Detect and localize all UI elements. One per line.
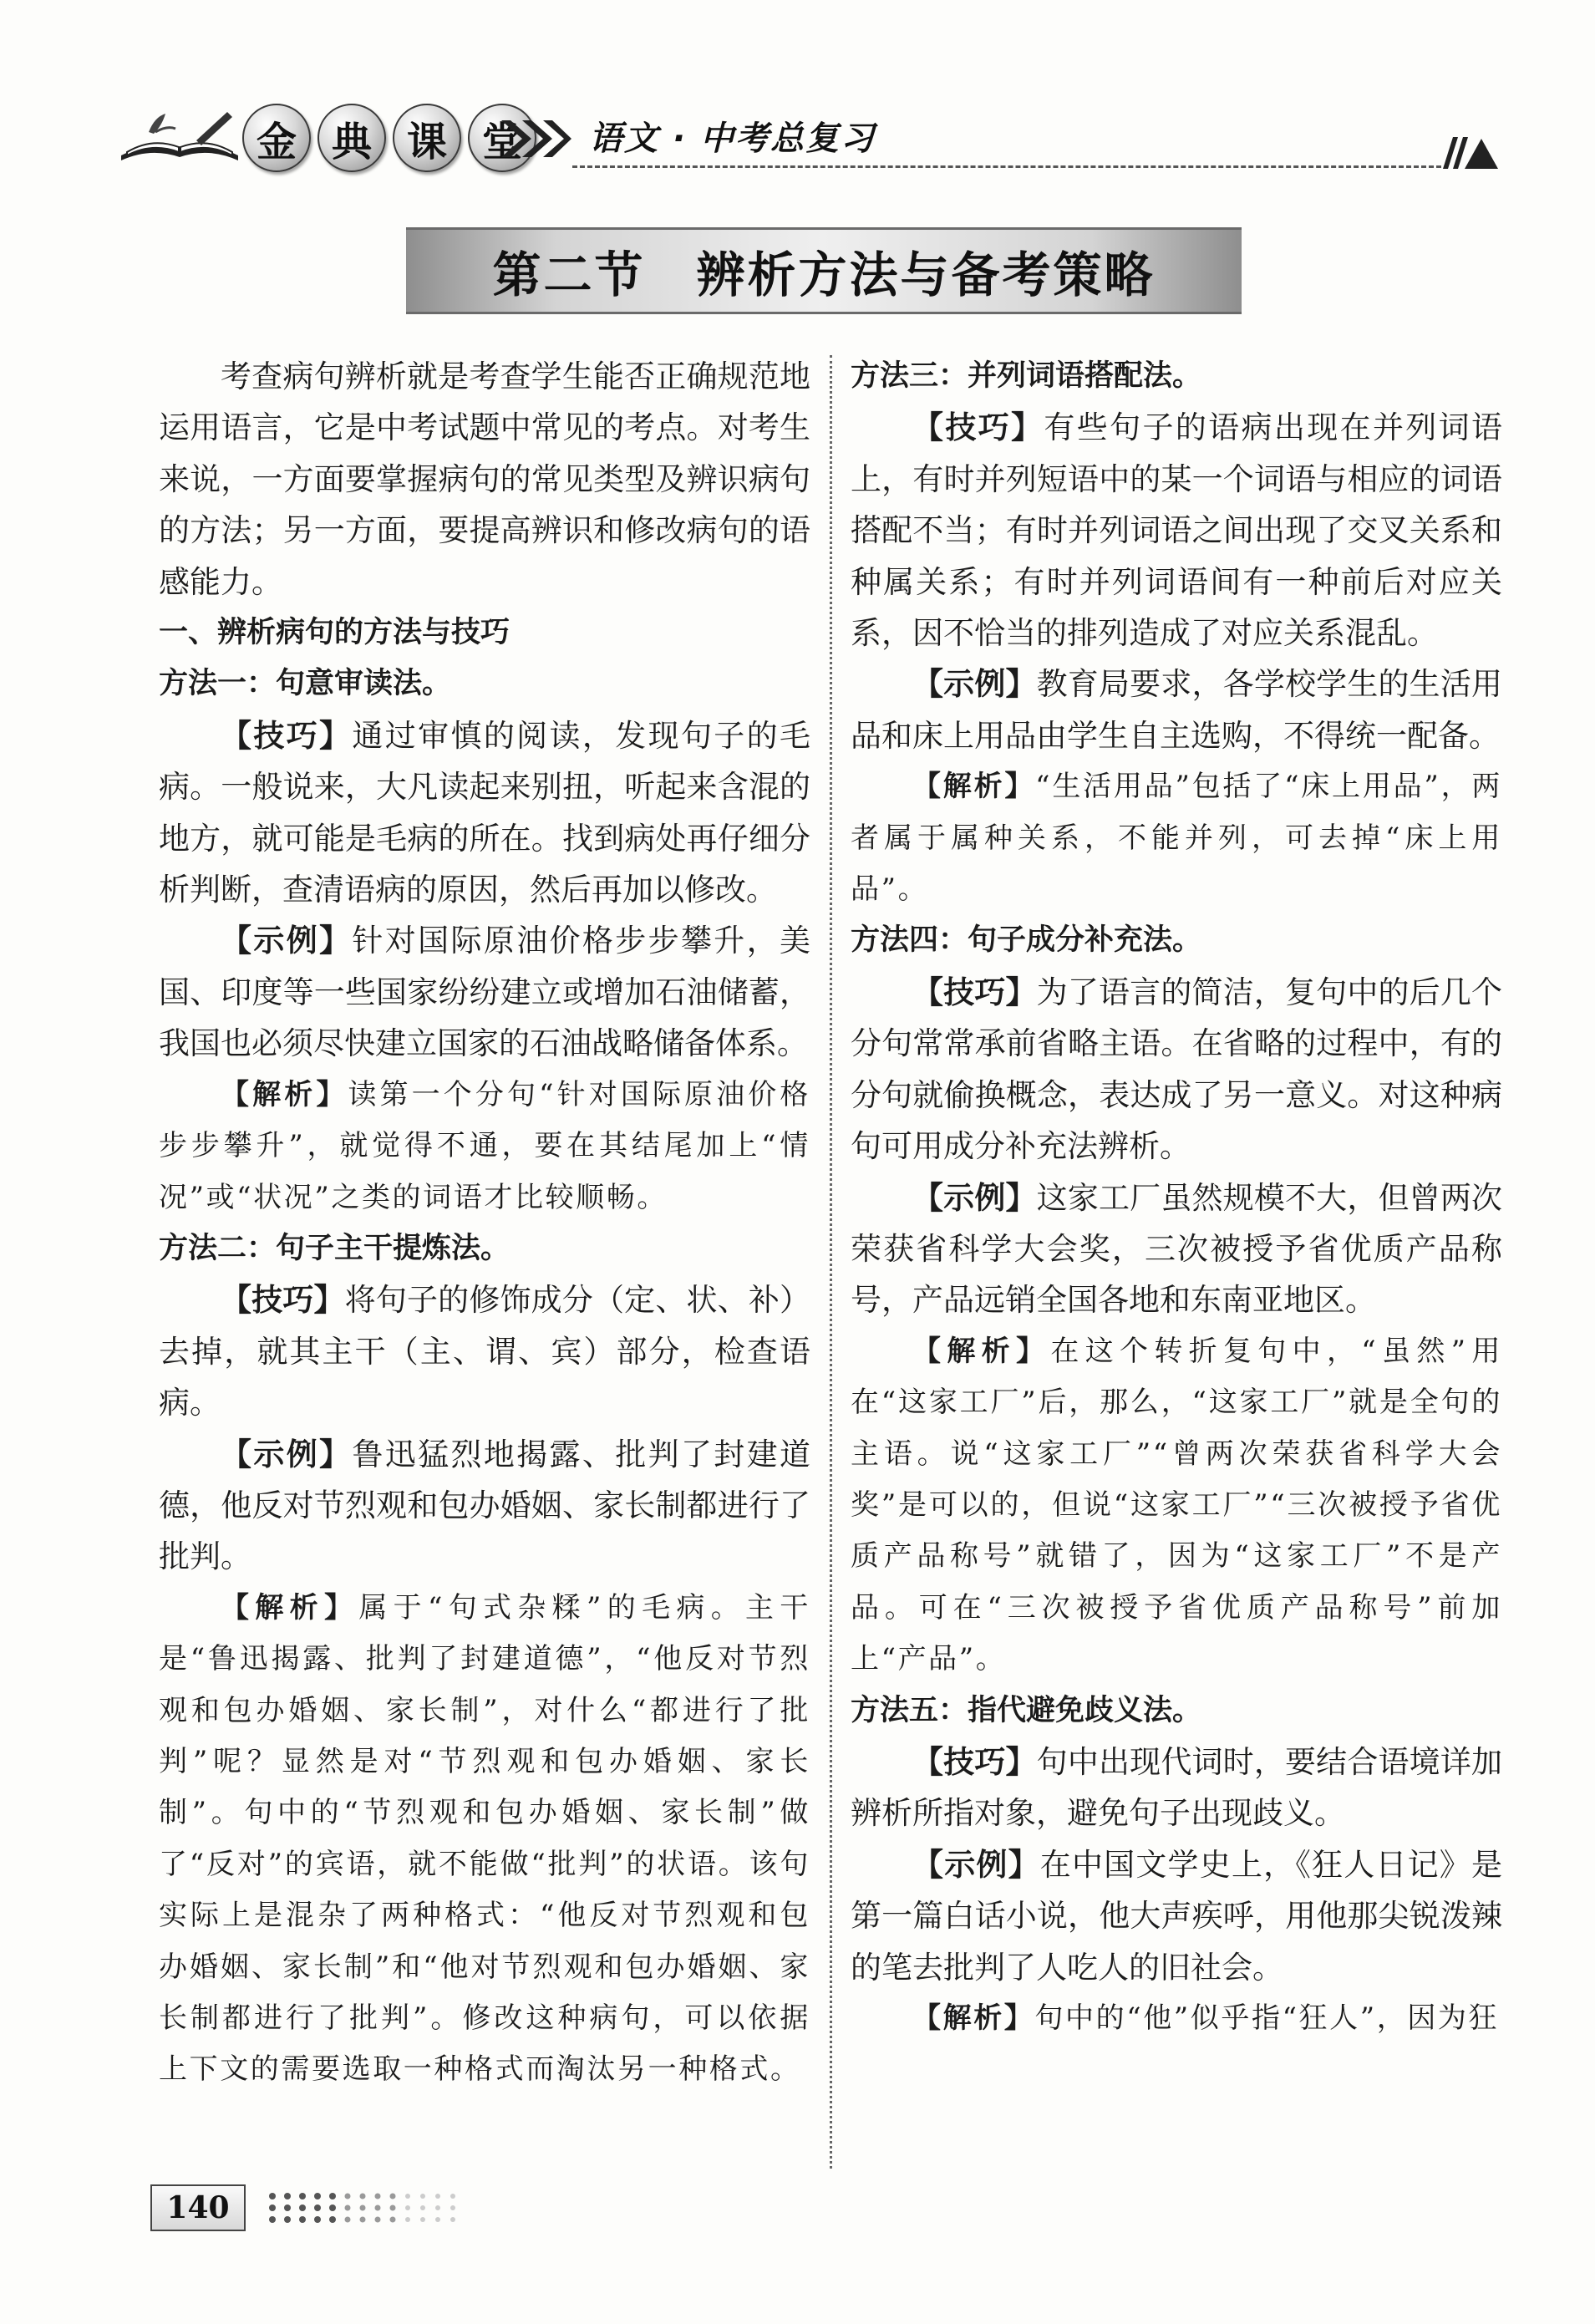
example-text: 这家工厂虽然规模不大，但曾两次荣获省科学大会奖，三次被授予省优质产品称号，产品远销全国各地和东南亚地区。 (851, 1179, 1503, 1319)
skill-tag: 【技巧】 (221, 717, 353, 754)
analysis-text: 句中的“他”似乎指“狂人”，因为狂 (1034, 2001, 1500, 2035)
analysis-paragraph (159, 1070, 810, 1223)
book-pen-logo-icon (117, 107, 242, 165)
analysis-tag: 【解析】 (912, 2001, 1035, 2035)
page-header (117, 92, 1496, 184)
skill-paragraph (159, 710, 810, 916)
skill-tag: 【技巧】 (221, 1282, 345, 1319)
example-text: 鲁迅猛烈地揭露、批判了封建道德，他反对节烈观和包办婚姻、家长制都进行了批判。 (159, 1436, 811, 1575)
skill-text: 将句子的修饰成分（定、状、补）去掉，就其主干（主、谓、宾）部分，检查语病。 (159, 1282, 811, 1421)
section-title: 第二节 辨析方法与备考策略 (492, 247, 1156, 303)
skill-paragraph (851, 1737, 1502, 1839)
method-title: 方法四：句子成分补充法。 (851, 923, 1202, 958)
analysis-paragraph (851, 761, 1502, 915)
example-tag: 【示例】 (912, 666, 1037, 703)
analysis-paragraph (851, 1326, 1502, 1686)
section-title-banner (406, 227, 1242, 314)
analysis-tag: 【解析】 (221, 1077, 348, 1111)
example-paragraph (159, 1429, 810, 1583)
analysis-tag: 【解析】 (221, 1590, 359, 1625)
example-text: 针对国际原油价格步步攀升，美国、印度等一些国家纷纷建立或增加石油储蓄，我国也必须尽快建立国家的石油战略储备体系。 (159, 923, 811, 1062)
method-title: 方法三：并列词语搭配法。 (851, 359, 1202, 393)
brand-char-badge: 堂 (468, 104, 536, 172)
skill-paragraph (851, 967, 1502, 1172)
method-title: 方法五：指代避免歧义法。 (851, 1693, 1202, 1727)
analysis-tag: 【解析】 (912, 1334, 1051, 1368)
right-column (851, 351, 1502, 2044)
left-column (159, 351, 810, 2096)
column-divider (830, 355, 832, 2169)
skill-text: 句中出现代词时，要结合语境详加辨析所指对象，避免句子出现歧义。 (851, 1743, 1503, 1832)
page-number: 140 (150, 2184, 246, 2231)
example-text: 教育局要求，各学校学生的生活用品和床上用品由学生自主选购，不得统一配备。 (851, 666, 1503, 754)
analysis-text: “生活用品”包括了“床上用品”，两者属于属种关系，不能并列，可去掉“床上用品”。 (851, 770, 1502, 907)
skill-tag: 【技巧】 (912, 974, 1037, 1010)
method-title: 方法二：句子主干提炼法。 (159, 1231, 511, 1265)
analysis-paragraph (159, 1583, 810, 2096)
skill-paragraph (851, 402, 1502, 659)
analysis-text: 属于“句式杂糅”的毛病。主干是“鲁迅揭露、批判了封建道德”，“他反对节烈观和包办婚姻、家长制”，对什么“都进行了批判”呢？显然是对“节烈观和包办婚姻、家长制”。句中的“节烈观和包办婚姻、家长制”做了“反对”的宾语，就不能做“批判”的状语。该句实际上是混杂了两种格式：“他反对节烈观和包办婚姻、家长制”和“他对节烈观和包办婚姻、家长制都进行了批判”。修改这种病句，可以依据上下文的需要选取一种格式而淘汰另一种格式。 (159, 1590, 810, 2087)
section-heading: 一、辨析病句的方法与技巧 (159, 616, 511, 650)
example-tag: 【示例】 (912, 1179, 1037, 1216)
subject-label: 语文 · 中考总复习 (589, 120, 876, 158)
example-tag: 【示例】 (221, 923, 353, 959)
example-paragraph (851, 1172, 1502, 1326)
example-tag: 【示例】 (912, 1846, 1040, 1883)
decorative-dots-icon (266, 2186, 508, 2228)
brand-char-badge: 典 (317, 104, 386, 172)
example-paragraph (851, 659, 1502, 761)
analysis-text: 在这个转折复句中，“虽然”用在“这家工厂”后，那么，“这家工厂”就是全句的主语。说“这家工厂”“曾两次荣获省科学大会奖”是可以的，但说“这家工厂”“三次被授予省优质产品称号”就错了，因为“这家工厂”不是产品。可在“三次被授予省优质产品称号”前加上“产品”。 (851, 1334, 1502, 1676)
skill-tag: 【技巧】 (912, 409, 1044, 446)
example-paragraph (851, 1839, 1502, 1993)
skill-text: 通过审慎的阅读，发现句子的毛病。一般说来，大凡读起来别扭，听起来含混的地方，就可能是毛病的所在。找到病处再仔细分析判断，查清语病的原因，然后再加以修改。 (159, 717, 811, 908)
brand-char-badge: 金 (242, 104, 311, 172)
analysis-paragraph (851, 1993, 1502, 2044)
intro-paragraph: 考查病句辨析就是考查学生能否正确规范地运用语言，它是中考试题中常见的考点。对考生来说，一方面要掌握病句的常见类型及辨识病句的方法；另一方面，要提高辨识和修改病句的语感能力。 (159, 359, 810, 600)
header-dashed-rule (572, 165, 1441, 168)
brand-char-badge: 课 (393, 104, 461, 172)
skill-tag: 【技巧】 (912, 1743, 1037, 1780)
example-text: 在中国文学史上，《狂人日记》是第一篇白话小说，他大声疾呼，用他那尖锐泼辣的笔去批判了人吃人的旧社会。 (851, 1846, 1503, 1986)
double-chevron-icon (497, 114, 572, 164)
analysis-tag: 【解析】 (912, 770, 1036, 804)
method-title: 方法一：句意审读法。 (159, 667, 452, 701)
skill-text: 有些句子的语病出现在并列词语上，有时并列短语中的某一个词语与相应的词语搭配不当；有时并列词语之间出现了交叉关系和种属关系；有时并列词语间有一种前后对应关系，因不恰当的排列造成了对应关系混乱。 (851, 409, 1503, 652)
example-tag: 【示例】 (221, 1436, 353, 1472)
brand-badges (242, 104, 536, 174)
example-paragraph (159, 915, 810, 1069)
corner-triangle-icon (1441, 132, 1500, 170)
analysis-text: 读第一个分句“针对国际原油价格步步攀升”，就觉得不通，要在其结尾加上“情况”或“状况”之类的词语才比较顺畅。 (159, 1077, 810, 1214)
skill-text: 为了语言的简洁，复句中的后几个分句常常承前省略主语。在省略的过程中，有的分句就偷换概念，表达成了另一意义。对这种病句可用成分补充法辨析。 (851, 974, 1503, 1165)
skill-paragraph (159, 1274, 810, 1428)
